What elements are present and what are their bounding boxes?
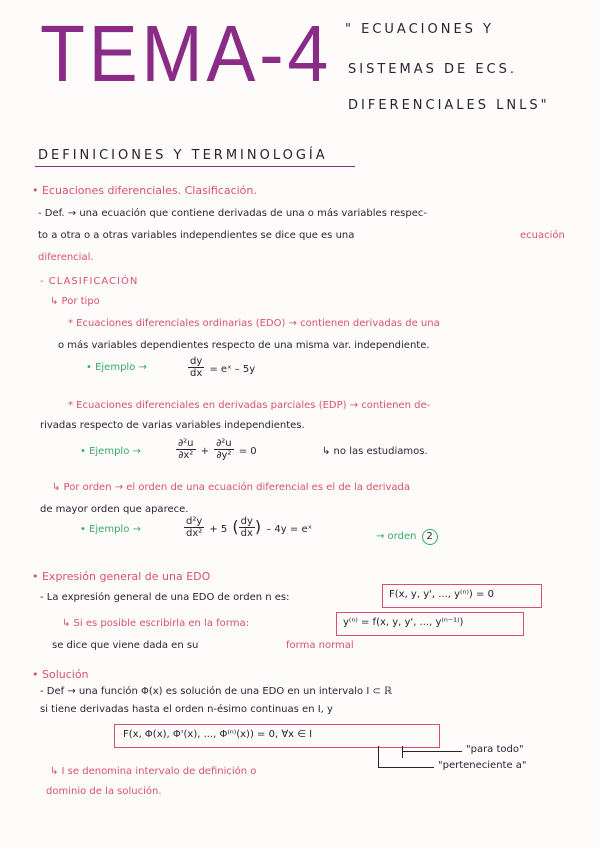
s1-edo-line1: * Ecuaciones diferenciales ordinarias (EDO) → contienen derivadas de una bbox=[68, 318, 440, 329]
arrow-in-vertical bbox=[402, 746, 403, 758]
ej3-mid: + 5 bbox=[209, 524, 228, 535]
s1-ej2-equation bbox=[176, 438, 257, 461]
section-underline bbox=[35, 166, 355, 167]
ej2-plus: + bbox=[200, 446, 210, 457]
s3-final-line2: dominio de la solución. bbox=[46, 786, 162, 797]
s3-para-todo: "para todo" bbox=[466, 744, 524, 755]
s1-edp-line1: * Ecuaciones diferenciales en derivadas parciales (EDP) → contienen de- bbox=[68, 400, 431, 411]
s2-line1: - La expresión general de una EDO de orden n es: bbox=[40, 592, 290, 603]
s2-forma-normal: forma normal bbox=[286, 640, 354, 651]
s1-ej1-fraction bbox=[188, 356, 255, 379]
ej3-num: d²y bbox=[186, 516, 203, 527]
ej3-paren-close: ) bbox=[254, 517, 262, 536]
ej2-rhs: = 0 bbox=[238, 446, 257, 457]
ej3-rhs: – 4y = eˣ bbox=[266, 524, 313, 535]
s2-line2: ↳ Si es posible escribirla en la forma: bbox=[62, 618, 249, 629]
ej1-num: dy bbox=[190, 356, 203, 367]
s3-perteneciente: "perteneciente a" bbox=[438, 760, 527, 771]
s1-ej2-note: ↳ no las estudiamos. bbox=[322, 446, 428, 457]
ej1-den: dx bbox=[190, 368, 203, 379]
ej2-den2: ∂y² bbox=[216, 450, 232, 461]
s2-box2-text: y⁽ⁿ⁾ = f(x, y, y', ..., y⁽ⁿ⁻¹⁾) bbox=[343, 617, 464, 628]
ej2-den1: ∂x² bbox=[178, 450, 194, 461]
s1-edo-line2: o más variables dependientes respecto de una misma var. independiente. bbox=[58, 340, 430, 351]
s1-def-line1: - Def. → una ecuación que contiene derivadas de una o más variables respec- bbox=[38, 208, 427, 219]
s1-orden-line1: ↳ Por orden → el orden de una ecuación diferencial es el de la derivada bbox=[52, 482, 411, 493]
s1-ej3-label: • Ejemplo → bbox=[80, 524, 141, 535]
s1-edp-line2: rivadas respecto de varias variables independientes. bbox=[40, 420, 305, 431]
s3-final-line1: ↳ I se denomina intervalo de definición o bbox=[50, 766, 257, 777]
arrow-forall-horizontal bbox=[378, 767, 434, 768]
s1-ej3-orden bbox=[376, 524, 438, 545]
s1-def-line2: to a otra o a otras variables independientes se dice que es una bbox=[38, 230, 355, 241]
ej3-innernum: dy bbox=[240, 516, 253, 527]
ej1-rhs: = eˣ – 5y bbox=[209, 364, 256, 375]
subtitle-line-1: " ECUACIONES Y bbox=[345, 22, 494, 37]
ej3-innerden: dx bbox=[240, 528, 253, 539]
ej3-den: dx² bbox=[186, 528, 203, 539]
arrow-in-horizontal bbox=[402, 751, 462, 752]
subtitle-line-3: DIFERENCIALES LNLS" bbox=[348, 98, 550, 113]
s1-ej1-label: • Ejemplo → bbox=[86, 362, 147, 373]
arrow-forall-vertical bbox=[378, 746, 379, 768]
ej3-paren-open: ( bbox=[232, 517, 239, 536]
s2-line3: se dice que viene dada en su bbox=[52, 640, 199, 651]
s1-def-highlight: ecuación bbox=[520, 230, 565, 241]
section-title: DEFINICIONES Y TERMINOLOGÍA bbox=[38, 148, 328, 163]
s3-line1: - Def → una función Φ(x) es solución de una EDO en un intervalo I ⊂ ℝ bbox=[40, 686, 392, 697]
s1-def-line3: diferencial. bbox=[38, 252, 94, 263]
s2-heading: • Expresión general de una EDO bbox=[32, 570, 211, 583]
s2-box1 bbox=[382, 584, 542, 608]
ej3-orden-circle: 2 bbox=[422, 529, 438, 545]
s1-clasif-head: - CLASIFICACIÓN bbox=[40, 276, 139, 287]
s3-line2: si tiene derivadas hasta el orden n-ésimo continuas en I, y bbox=[40, 704, 333, 715]
ej3-orden-label: → orden bbox=[376, 531, 417, 542]
page-title: TEMA-4 bbox=[40, 9, 332, 98]
s1-ej2-label: • Ejemplo → bbox=[80, 446, 141, 457]
s2-box1-text: F(x, y, y', ..., y⁽ⁿ⁾) = 0 bbox=[389, 589, 494, 600]
subtitle-line-2: SISTEMAS DE ECS. bbox=[348, 62, 518, 77]
s2-box2 bbox=[336, 612, 524, 636]
s1-ej3-equation bbox=[184, 516, 312, 539]
s1-orden-line2: de mayor orden que aparece. bbox=[40, 504, 189, 515]
ej2-num1: ∂²u bbox=[178, 438, 194, 449]
s1-heading: • Ecuaciones diferenciales. Clasificación. bbox=[32, 184, 257, 197]
s1-por-tipo: ↳ Por tipo bbox=[50, 296, 100, 307]
s3-box-text: F(x, Φ(x), Φ'(x), ..., Φ⁽ⁿ⁾(x)) = 0, ∀x ∈ I bbox=[123, 729, 313, 740]
s3-heading: • Solución bbox=[32, 668, 89, 681]
s3-box bbox=[114, 724, 440, 748]
ej2-num2: ∂²u bbox=[216, 438, 232, 449]
